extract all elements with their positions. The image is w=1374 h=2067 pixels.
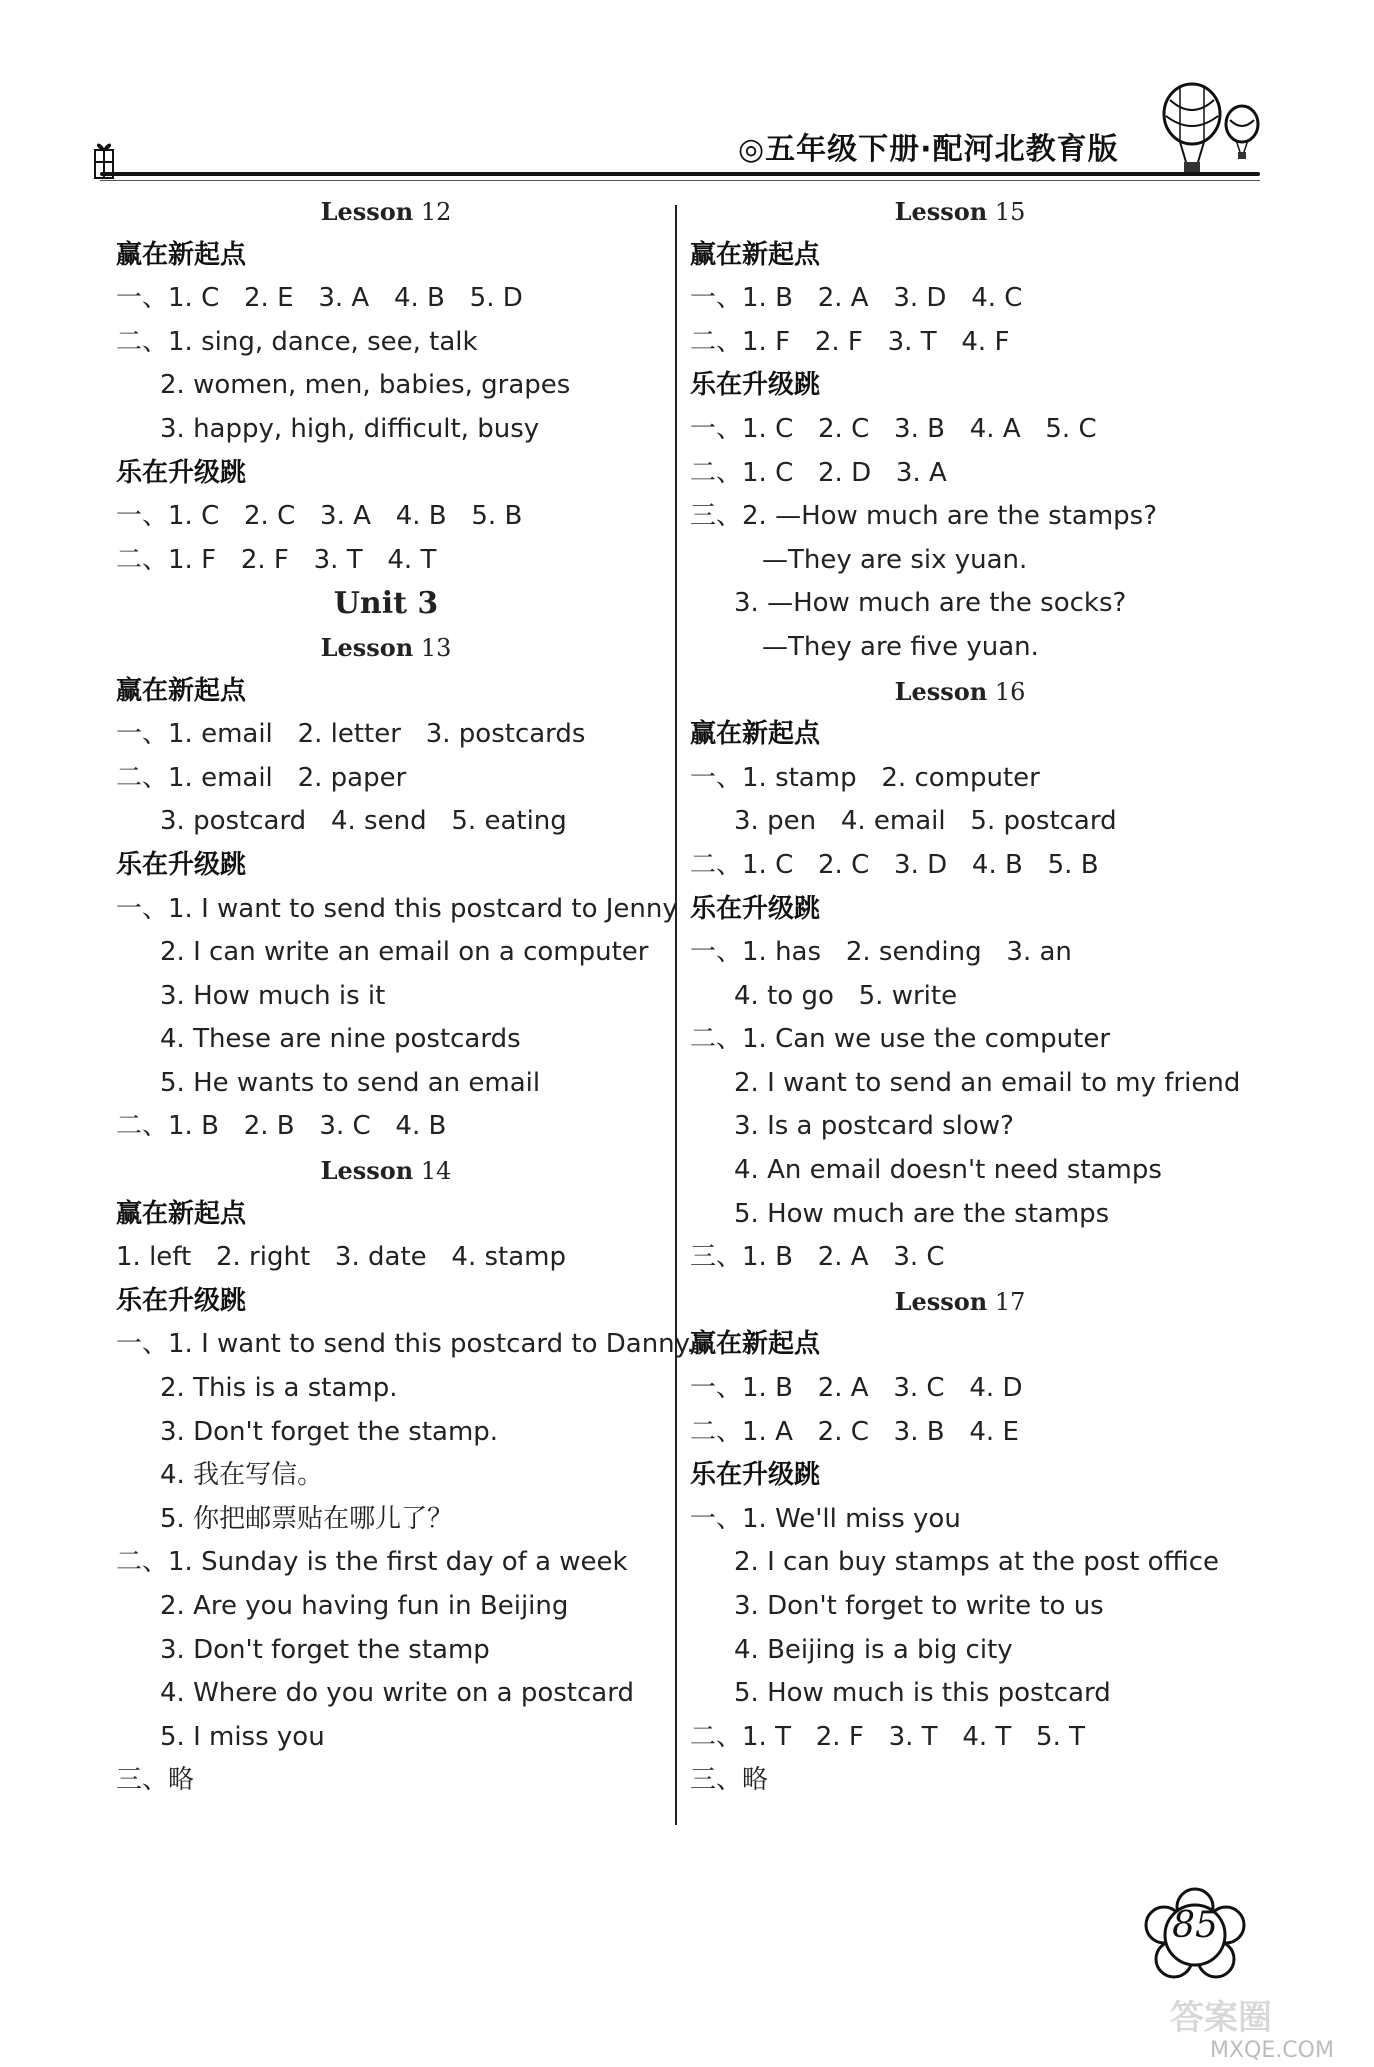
watermark-url: MXQE.COM — [1210, 2038, 1334, 2063]
answer-line: 三、2. —How much are the stamps? — [690, 501, 1157, 532]
answer-line: 2. I can write an email on a computer — [160, 937, 649, 968]
section-heading: 乐在升级跳 — [116, 849, 247, 880]
header-rule — [100, 172, 1260, 176]
answer-line: 3. pen 4. email 5. postcard — [734, 806, 1117, 837]
section-heading: 乐在升级跳 — [690, 1460, 821, 1491]
header-rule-thin — [100, 180, 1260, 181]
answer-line: 一、1. C 2. E 3. A 4. B 5. D — [116, 283, 523, 314]
answer-line: 二、1. Sunday is the first day of a week — [116, 1547, 628, 1578]
answer-line: 4. An email doesn't need stamps — [734, 1155, 1162, 1186]
answer-line: 2. I want to send an email to my friend — [734, 1067, 1241, 1098]
answer-line: 3. happy, high, difficult, busy — [160, 413, 540, 444]
header-title: ◎五年级下册·配河北教育版 — [738, 132, 1119, 167]
answer-line: 5. 你把邮票贴在哪儿了？ — [160, 1503, 454, 1534]
answer-line: 4. 我在写信。 — [160, 1460, 324, 1491]
lesson-word: Lesson — [320, 632, 414, 662]
unit-heading: Unit 3 — [333, 586, 439, 622]
answer-line: 5. How much is this postcard — [734, 1678, 1111, 1709]
answer-line: 三、略 — [116, 1765, 195, 1796]
right-answer-column — [690, 190, 1250, 1803]
answer-line: 1. left 2. right 3. date 4. stamp — [116, 1242, 566, 1273]
answer-line: 3. —How much are the socks? — [734, 588, 1127, 619]
answer-line: 4. Beijing is a big city — [734, 1634, 1013, 1665]
answer-line: 3. Is a postcard slow? — [734, 1111, 1014, 1142]
answer-line: 三、略 — [690, 1765, 769, 1796]
lesson-number: 15 — [994, 198, 1026, 226]
lesson-heading — [690, 190, 1230, 234]
answer-line: 二、1. C 2. C 3. D 4. B 5. B — [690, 849, 1099, 880]
answer-line: 2. women, men, babies, grapes — [160, 370, 571, 401]
lesson-heading — [690, 1280, 1230, 1324]
section-heading: 赢在新起点 — [116, 1198, 247, 1229]
section-heading: 赢在新起点 — [690, 239, 821, 270]
lesson-number: 17 — [994, 1287, 1026, 1316]
page-number: 85 — [1172, 1905, 1218, 1946]
section-heading: 乐在升级跳 — [690, 893, 821, 924]
answer-line: 一、1. We'll miss you — [690, 1503, 961, 1534]
lesson-word: Lesson — [894, 676, 988, 706]
answer-line: 一、1. has 2. sending 3. an — [690, 937, 1072, 968]
answer-line: 一、1. stamp 2. computer — [690, 762, 1040, 793]
answer-line: 二、1. F 2. F 3. T 4. T — [116, 544, 437, 575]
lesson-word: Lesson — [894, 197, 988, 226]
left-answer-column — [116, 190, 695, 1803]
lesson-heading — [116, 190, 656, 234]
lesson-word: Lesson — [320, 197, 414, 226]
answer-line: —They are six yuan. — [762, 544, 1028, 575]
answer-line: 4. Where do you write on a postcard — [160, 1678, 634, 1709]
answer-line: 5. He wants to send an email — [160, 1067, 541, 1098]
answer-line: 二、1. T 2. F 3. T 4. T 5. T — [690, 1721, 1086, 1752]
answer-line: 3. postcard 4. send 5. eating — [160, 806, 567, 837]
lesson-number: 14 — [420, 1157, 452, 1186]
answer-line: 二、1. F 2. F 3. T 4. F — [690, 326, 1010, 357]
answer-line: 3. Don't forget the stamp — [160, 1634, 490, 1665]
answer-line: 5. I miss you — [160, 1721, 325, 1752]
answer-line: 二、1. A 2. C 3. B 4. E — [690, 1416, 1019, 1447]
answer-line: 5. How much are the stamps — [734, 1198, 1110, 1229]
answer-line: 一、1. B 2. A 3. C 4. D — [690, 1373, 1023, 1404]
section-heading: 赢在新起点 — [116, 675, 247, 706]
lesson-word: Lesson — [320, 1156, 414, 1186]
answer-line: 三、1. B 2. A 3. C — [690, 1242, 945, 1273]
section-heading: 赢在新起点 — [690, 719, 821, 750]
answer-line: 一、1. I want to send this postcard to Danny. — [116, 1329, 695, 1360]
answer-line: 一、1. C 2. C 3. A 4. B 5. B — [116, 501, 523, 532]
lesson-number: 16 — [994, 677, 1026, 706]
answer-line: 2. This is a stamp. — [160, 1373, 398, 1404]
answer-line: 2. I can buy stamps at the post office — [734, 1547, 1219, 1578]
answer-line: 一、1. C 2. C 3. B 4. A 5. C — [690, 413, 1097, 444]
answer-line: —They are five yuan. — [762, 631, 1039, 662]
lesson-number: 12 — [420, 198, 452, 226]
section-heading: 乐在升级跳 — [690, 370, 821, 401]
lesson-word: Lesson — [894, 1286, 988, 1316]
section-heading: 乐在升级跳 — [116, 457, 247, 488]
lesson-heading — [116, 626, 656, 670]
answer-line: 一、1. I want to send this postcard to Jenny — [116, 893, 678, 924]
answer-line: 3. How much is it — [160, 980, 386, 1011]
lesson-heading — [116, 1149, 656, 1193]
answer-line: 二、1. email 2. paper — [116, 762, 407, 793]
section-heading: 乐在升级跳 — [116, 1285, 247, 1316]
answer-line: 3. Don't forget the stamp. — [160, 1416, 499, 1447]
answer-line: 一、1. B 2. A 3. D 4. C — [690, 283, 1023, 314]
answer-line: 4. to go 5. write — [734, 980, 958, 1011]
answer-line: 一、1. email 2. letter 3. postcards — [116, 719, 586, 750]
watermark-logo: 答案圈 — [1170, 1998, 1272, 2038]
answer-line: 二、1. sing, dance, see, talk — [116, 326, 478, 357]
answer-line: 二、1. C 2. D 3. A — [690, 457, 947, 488]
section-heading: 赢在新起点 — [116, 239, 247, 270]
answer-line: 3. Don't forget to write to us — [734, 1591, 1104, 1621]
answer-line: 4. These are nine postcards — [160, 1024, 521, 1055]
section-heading: 赢在新起点 — [690, 1329, 821, 1360]
answer-line: 2. Are you having fun in Beijing — [160, 1591, 569, 1621]
answer-line: 二、1. B 2. B 3. C 4. B — [116, 1111, 447, 1142]
lesson-heading — [690, 670, 1230, 714]
answer-line: 二、1. Can we use the computer — [690, 1024, 1111, 1055]
lesson-number: 13 — [420, 633, 452, 662]
hot-air-balloon-icon — [1150, 80, 1270, 180]
